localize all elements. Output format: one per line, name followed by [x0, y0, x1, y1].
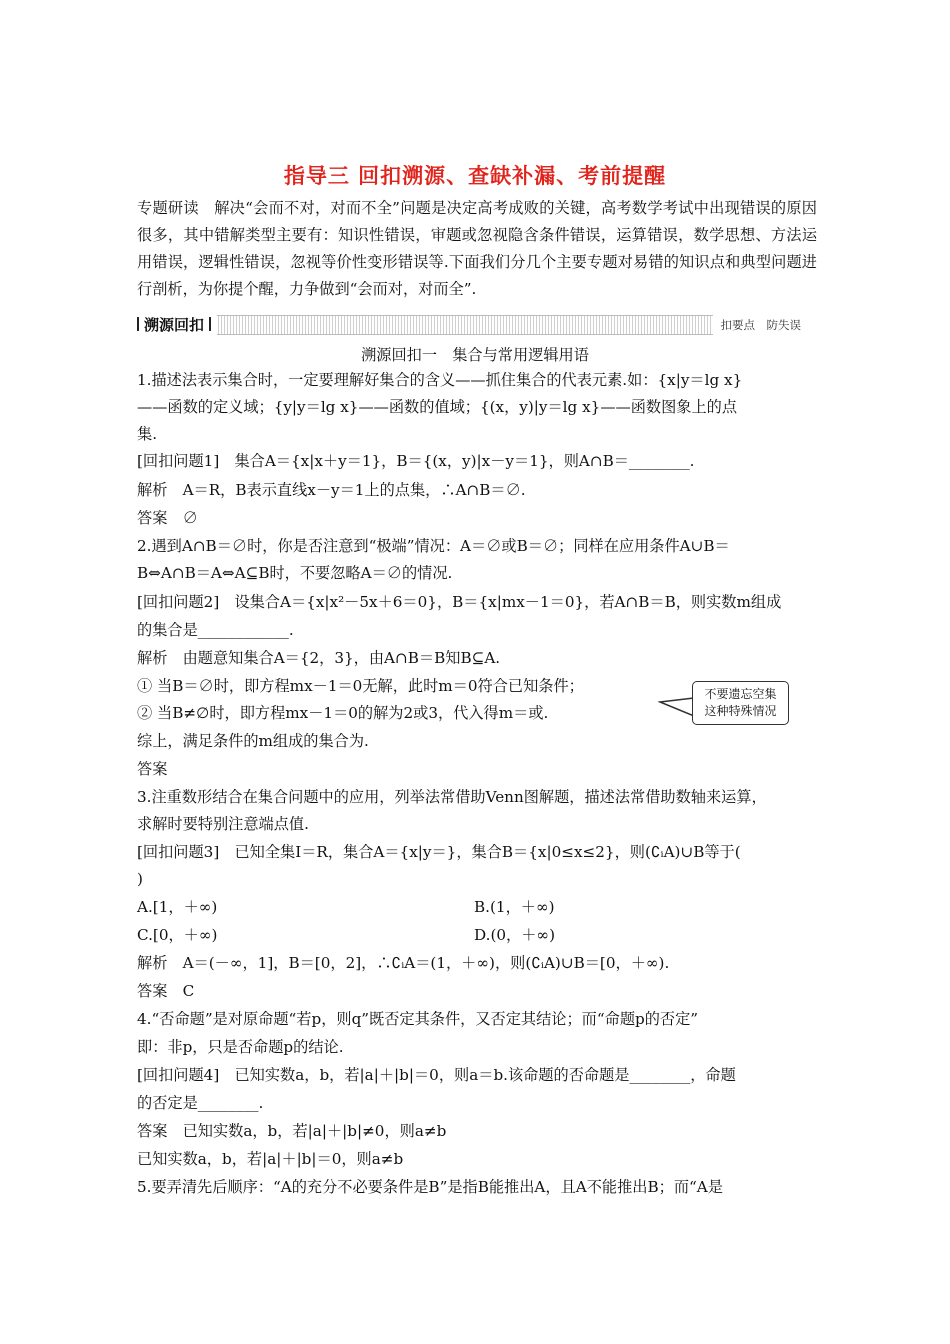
option-a: A.[1，＋∞) — [137, 898, 218, 916]
text-line: ② 当B≠∅时，即方程mx－1＝0的解为2或3，代入得m＝或. — [137, 704, 549, 722]
text-line: [回扣问题3] 已知全集I＝R，集合A＝{x|y＝}，集合B＝{x|0≤x≤2}，则(∁ᵢA)∪B等于( — [137, 843, 741, 861]
option-b: B.(1，＋∞) — [474, 898, 555, 916]
text-line: 解析 A＝(－∞，1]，B＝[0，2]，∴∁ᵢA＝(1，＋∞)，则(∁ᵢA)∪B＝[0，＋∞). — [137, 954, 670, 972]
text-line: [回扣问题1] 集合A＝{x|x＋y＝1}，B＝{(x，y)|x－y＝1}，则A∩B＝________. — [137, 452, 695, 470]
text-line: [回扣问题2] 设集合A＝{x|x²－5x＋6＝0}，B＝{x|mx－1＝0}，若A∩B＝B，则实数m组成 — [137, 593, 782, 611]
callout-box — [692, 681, 789, 725]
text-line: 集. — [137, 425, 158, 443]
text-line: 1.描述法表示集合时，一定要理解好集合的含义——抓住集合的代表元素.如：{x|y＝lg x} — [137, 371, 743, 389]
callout-line: 不要遗忘空集 — [704, 687, 777, 701]
text-line: ① 当B＝∅时，即方程mx－1＝0无解，此时m＝0符合已知条件； — [137, 677, 584, 695]
text-line: 即：非p，只是否命题p的结论. — [137, 1038, 344, 1056]
text-line: 解析 由题意知集合A＝{2，3}，由A∩B＝B知B⊆A. — [137, 649, 501, 667]
text-line: 的集合是____________. — [137, 621, 294, 639]
callout-line: 这种特殊情况 — [704, 704, 777, 718]
text-line: 解析 A＝R，B表示直线x－y＝1上的点集，∴A∩B＝∅. — [137, 481, 526, 499]
page-title: 指导三 回扣溯源、查缺补漏、考前提醒 — [283, 164, 667, 188]
text-line: ——函数的定义域；{y|y＝lg x}——函数的值域；{(x，y)|y＝lg x}——函数图象上的点 — [137, 398, 738, 416]
text-line: 综上，满足条件的m组成的集合为. — [137, 732, 369, 750]
section-right-label: 扣要点 防失误 — [713, 315, 806, 335]
text-line: 的否定是________. — [137, 1094, 264, 1112]
option-d: D.(0，＋∞) — [474, 926, 556, 944]
intro-paragraph: 专题研读 解决“会而不对，对而不全”问题是决定高考成败的关键，高考数学考试中出现错误的原因很多，其中错解类型主要有：知识性错误，审题或忽视隐含条件错误，运算错误，数学思想、方法运用错误，逻辑性错误，忽视等价性变形错误等.下面我们分几个主要专题对易错的知识点和典型问题进行剖析，为你提个醒，力争做到“会而对，对而全”. — [137, 199, 817, 298]
section-subheading: 溯源回扣一 集合与常用逻辑用语 — [361, 346, 589, 364]
text-line: B⇔A∩B＝A⇔A⊆B时，不要忽略A＝∅的情况. — [137, 564, 453, 582]
text-line: 已知实数a，b，若|a|＋|b|＝0，则a≠b — [137, 1150, 404, 1168]
text-line: 5.要弄清先后顺序：“A的充分不必要条件是B”是指B能推出A，且A不能推出B；而“A是 — [137, 1178, 723, 1196]
section-label: 溯源回扣 — [137, 315, 217, 335]
text-line: 2.遇到A∩B＝∅时，你是否注意到“极端”情况：A＝∅或B＝∅；同样在应用条件A∪B＝ — [137, 537, 730, 555]
text-line: [回扣问题4] 已知实数a，b，若|a|＋|b|＝0，则a＝b.该命题的否命题是________，命题 — [137, 1066, 736, 1084]
text-line: 求解时要特别注意端点值. — [137, 815, 309, 833]
text-line: 答案 — [137, 760, 168, 778]
text-line: 答案 C — [137, 982, 195, 1000]
text-line: ) — [137, 870, 143, 888]
option-c: C.[0，＋∞) — [137, 926, 218, 944]
text-line: 答案 已知实数a，b，若|a|＋|b|≠0，则a≠b — [137, 1122, 447, 1140]
text-line: 答案 ∅ — [137, 509, 198, 527]
section-banner — [137, 315, 805, 335]
text-line: 4.“否命题”是对原命题“若p，则q”既否定其条件，又否定其结论；而“命题p的否定” — [137, 1010, 699, 1028]
text-line: 3.注重数形结合在集合问题中的应用，列举法常借助Venn图解题，描述法常借助数轴来运算， — [137, 788, 767, 806]
